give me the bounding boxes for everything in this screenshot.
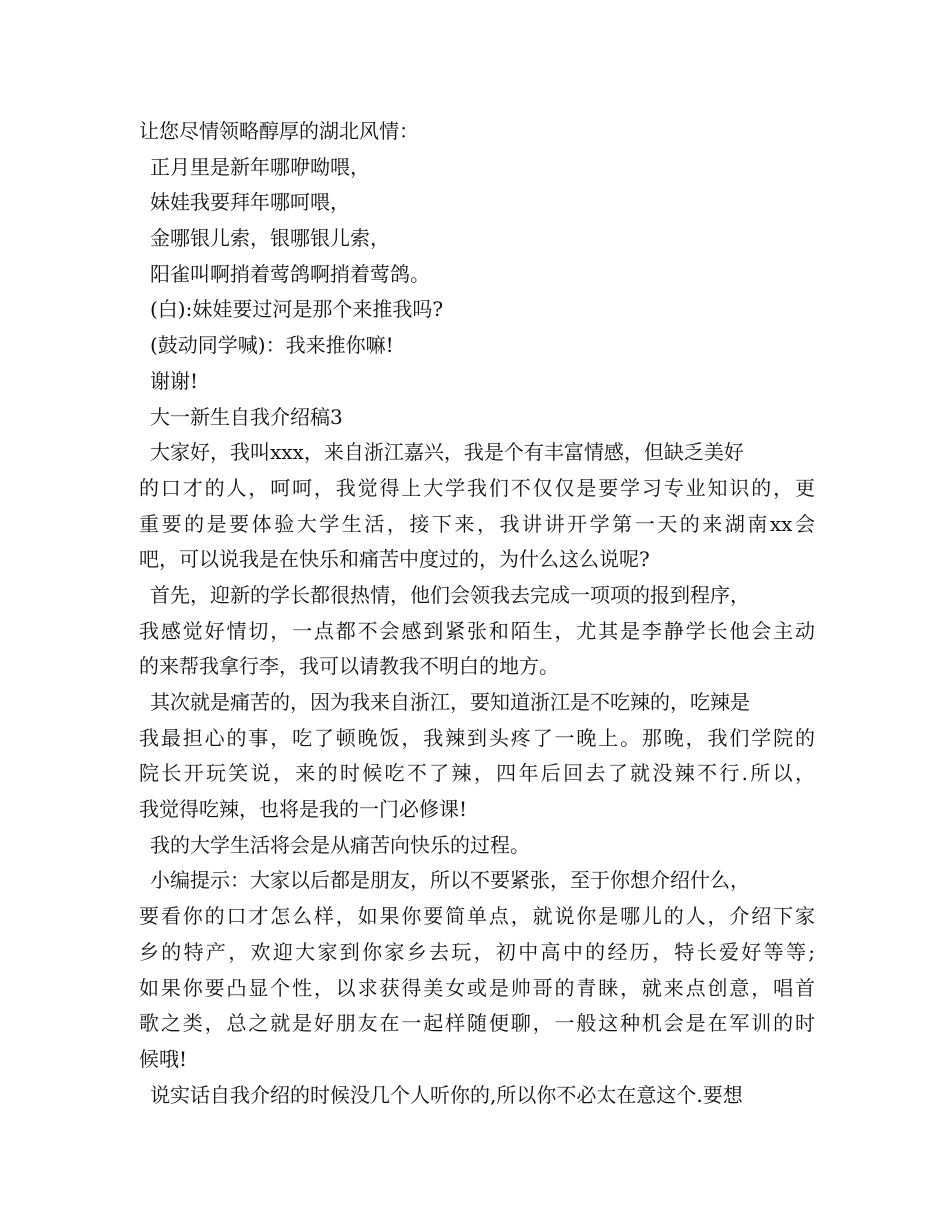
section-heading: 大一新生自我介绍稿3 bbox=[150, 404, 343, 429]
text-line: 的来帮我拿行李，我可以请教我不明白的地方。 bbox=[139, 654, 559, 679]
text-line: 小编提示：大家以后都是朋友，所以不要紧张，至于你想介绍什么， bbox=[150, 868, 750, 893]
text-line: 首先，迎新的学长都很热情，他们会领我去完成一项项的报到程序， bbox=[150, 582, 750, 607]
text-line: 我觉得吃辣，也将是我的一门必修课! bbox=[139, 797, 468, 822]
text-line: 吧，可以说我是在快乐和痛苦中度过的，为什么这么说呢? bbox=[139, 547, 650, 572]
text-line: (白):妹娃要过河是那个来推我吗? bbox=[150, 297, 444, 322]
text-line: 歌之类，总之就是好朋友在一起样随便聊，一般这种机会是在军训的时 bbox=[139, 1011, 815, 1036]
text-line: 金哪银儿索，银哪银儿索， bbox=[150, 226, 390, 251]
text-line: 要看你的口才怎么样，如果你要简单点，就说你是哪儿的人，介绍下家 bbox=[139, 904, 815, 929]
text-line: 让您尽情领略醇厚的湖北风情： bbox=[139, 119, 419, 143]
text-line: 候哦! bbox=[139, 1046, 188, 1071]
text-line: 妹娃我要拜年哪呵喂， bbox=[150, 190, 350, 215]
text-line: 说实话自我介绍的时候没几个人听你的,所以你不必太在意这个.要想 bbox=[150, 1082, 743, 1107]
text-line: 阳雀叫啊捎着莺鸽啊捎着莺鸽。 bbox=[150, 261, 430, 286]
text-line: 正月里是新年哪咿呦喂， bbox=[150, 154, 370, 179]
text-line: 重要的是要体验大学生活，接下来，我讲讲开学第一天的来湖南xx会 bbox=[139, 511, 815, 536]
text-line: 我感觉好情切，一点都不会感到紧张和陌生，尤其是李静学长他会主动 bbox=[139, 618, 815, 643]
text-line: 院长开玩笑说，来的时候吃不了辣，四年后回去了就没辣不行.所以， bbox=[139, 761, 815, 786]
text-line: 我的大学生活将会是从痛苦向快乐的过程。 bbox=[150, 832, 530, 857]
text-line: 谢谢! bbox=[150, 368, 199, 393]
text-line: (鼓动同学喊)：我来推你嘛! bbox=[150, 333, 394, 358]
text-line: 我最担心的事，吃了顿晚饭，我辣到头疼了一晚上。那晚，我们学院的 bbox=[139, 725, 815, 750]
text-line: 大家好，我叫xxx，来自浙江嘉兴，我是个有丰富情感，但缺乏美好 bbox=[150, 440, 744, 465]
text-line: 如果你要凸显个性，以求获得美女或是帅哥的青睐，就来点创意，唱首 bbox=[139, 975, 815, 1000]
text-line: 的口才的人，呵呵，我觉得上大学我们不仅仅是要学习专业知识的，更 bbox=[139, 475, 815, 500]
document-body bbox=[139, 114, 815, 1113]
text-line: 乡的特产，欢迎大家到你家乡去玩，初中高中的经历，特长爱好等等; bbox=[139, 939, 815, 964]
text-line: 其次就是痛苦的，因为我来自浙江，要知道浙江是不吃辣的，吃辣是 bbox=[150, 690, 750, 714]
